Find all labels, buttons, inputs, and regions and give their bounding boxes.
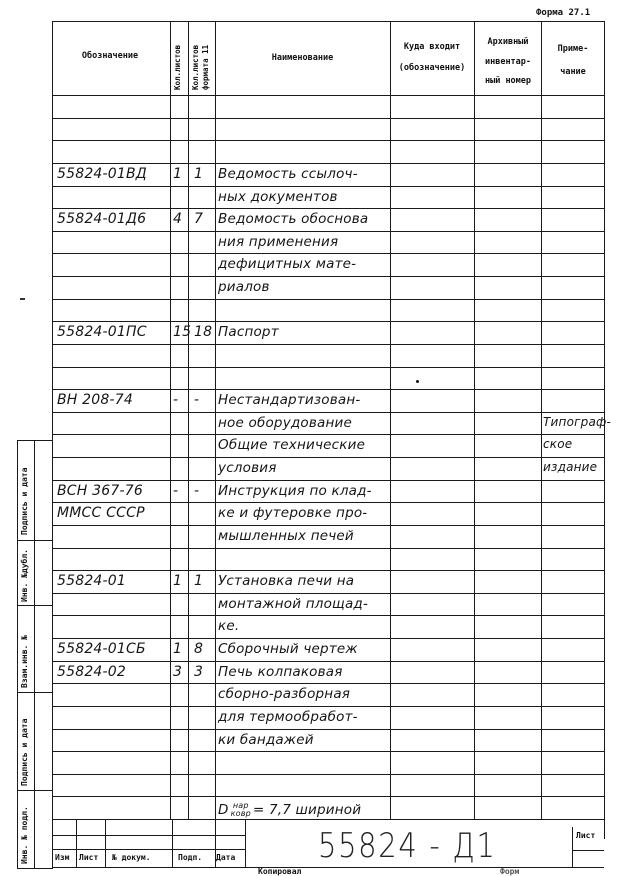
cell-designation: 55824-01Д6: [57, 211, 147, 228]
cell-name: риалов: [218, 279, 270, 295]
cell-sheets-a11: 3: [194, 663, 204, 680]
cell-name: Паспорт: [218, 324, 279, 341]
side-sign-date-2: Подпись и дата: [20, 718, 29, 786]
row-divider: [52, 276, 604, 277]
row-divider: [52, 774, 604, 775]
cell-name: Ведомость ссылоч-: [218, 165, 358, 182]
row-divider: [52, 367, 604, 368]
cell-name: Печь колпаковая: [218, 663, 343, 680]
cell-sheets-a11: 1: [194, 573, 204, 590]
row-divider: [52, 661, 604, 662]
row-divider: [52, 480, 604, 481]
header-archive-line2: инвентар-: [484, 57, 532, 67]
cell-designation: 55824-01ПС: [57, 324, 147, 341]
header-sheets-count: Кол.листов: [173, 44, 182, 90]
header-where-line2: (обозначение): [398, 63, 466, 73]
header-where-line1: Куда входит: [403, 42, 461, 52]
side-inv-dubl: Инв. №дубл.: [20, 549, 29, 602]
form-label: Форма 27.1: [536, 8, 591, 18]
cell-name: ке.: [218, 618, 240, 635]
cell-sheets: -: [173, 392, 179, 409]
header-note-line1: Приме-: [557, 44, 589, 54]
cell-sheets: 1: [173, 573, 183, 590]
header-archive-line3: ный номер: [484, 76, 532, 86]
cell-name: ных документов: [218, 188, 338, 205]
stamp-date: Дата: [216, 853, 236, 862]
cell-name: Нестандартизован-: [218, 392, 361, 409]
cell-sheets-a11: -: [194, 482, 200, 499]
cell-name: условия: [218, 460, 277, 476]
cell-sheets: 1: [173, 165, 183, 182]
cell-sheets-a11: 1: [194, 165, 204, 182]
stamp-sign: Подп.: [178, 853, 203, 862]
stamp-sheet-label: Лист: [576, 831, 596, 840]
cell-name: сборно-разборная: [218, 686, 351, 703]
row-divider: [52, 796, 604, 797]
cell-sheets: 4: [173, 211, 183, 228]
cell-name: ное оборудование: [218, 414, 353, 431]
row-divider: [52, 751, 604, 752]
row-divider: [52, 412, 604, 413]
cell-name: ке и футеровке про-: [218, 505, 368, 522]
cell-sheets-a11: 7: [194, 211, 204, 228]
cell-sheets-a11: -: [194, 392, 200, 409]
row-divider: [52, 321, 604, 322]
cell-name: Инструкция по клад-: [218, 482, 372, 499]
row-divider: [52, 457, 604, 458]
row-divider: [52, 729, 604, 730]
cell-sheets: -: [173, 482, 179, 499]
cell-sheets: 1: [173, 641, 183, 657]
row-divider: [52, 615, 604, 616]
row-divider: [52, 344, 604, 345]
row-divider: [52, 299, 604, 300]
document-code: 55824 - Д1: [318, 826, 497, 866]
row-divider: [52, 163, 604, 164]
header-note-line2: чание: [560, 67, 586, 77]
cell-name: ки бандажей: [218, 731, 314, 748]
cell-designation: 55824-02: [57, 663, 127, 680]
cell-note: ское: [543, 437, 573, 452]
cell-sheets-a11: 8: [194, 641, 204, 657]
cell-name: для термообработ-: [218, 708, 358, 725]
row-divider: [52, 231, 604, 232]
row-divider: [52, 434, 604, 435]
row-divider: [52, 389, 604, 390]
stamp-doc-no: № докум.: [112, 853, 151, 862]
cell-name: Установка печи на: [218, 573, 355, 590]
cell-name: монтажной площад-: [218, 595, 369, 612]
cell-name: Сборочный чертеж: [218, 641, 358, 657]
row-divider: [52, 525, 604, 526]
cell-note: Типограф-: [543, 414, 611, 429]
row-divider: [52, 502, 604, 503]
cell-sheets-a11: 18: [194, 324, 213, 341]
stamp-list: Лист: [79, 853, 99, 862]
cell-name: Ведомость обоснова: [218, 211, 369, 228]
row-divider: [52, 208, 604, 209]
stamp-copied: Копировал: [258, 867, 302, 876]
row-divider: [52, 253, 604, 254]
cell-designation: ВСН 367-76: [57, 482, 143, 499]
cell-designation: ММСС СССР: [57, 505, 145, 522]
row-divider: [52, 638, 604, 639]
row-divider: [52, 118, 604, 119]
row-divider: [52, 548, 604, 549]
cell-designation: 55824-01СБ: [57, 641, 146, 657]
stamp-format: Форм: [500, 867, 520, 876]
header-archive-line1: Архивный: [487, 37, 529, 47]
side-sign-date-1: Подпись и дата: [20, 467, 29, 535]
row-divider: [52, 140, 604, 141]
cell-designation: ВН 208-74: [57, 392, 133, 409]
header-designation: Обозначение: [81, 51, 139, 61]
cell-designation: 55824-01ВД: [57, 165, 147, 182]
cell-name: мышленных печей: [218, 527, 354, 544]
stamp-izm: Изм: [55, 853, 70, 862]
speck: [416, 380, 419, 383]
side-vzam: Взам.инв. №: [20, 635, 29, 688]
cell-sheets: 3: [173, 663, 183, 680]
cell-name: дефицитных мате-: [218, 256, 357, 273]
last-row-formula: D нар ковр = 7,7 шириной: [218, 801, 362, 818]
header-name: Наименование: [271, 53, 334, 63]
row-divider: [52, 570, 604, 571]
header-sheets-a11: Кол.листов формата 11: [191, 44, 210, 90]
row-divider: [52, 683, 604, 684]
cell-name: ния применения: [218, 233, 339, 250]
row-divider: [52, 186, 604, 187]
row-divider: [52, 706, 604, 707]
side-inv-podl: Инв. № подл.: [20, 806, 29, 864]
row-divider: [52, 593, 604, 594]
cell-note: издание: [543, 460, 598, 474]
speck: [20, 298, 25, 300]
cell-designation: 55824-01: [57, 573, 127, 590]
cell-sheets: 15: [173, 324, 192, 341]
cell-name: Общие технические: [218, 437, 366, 454]
